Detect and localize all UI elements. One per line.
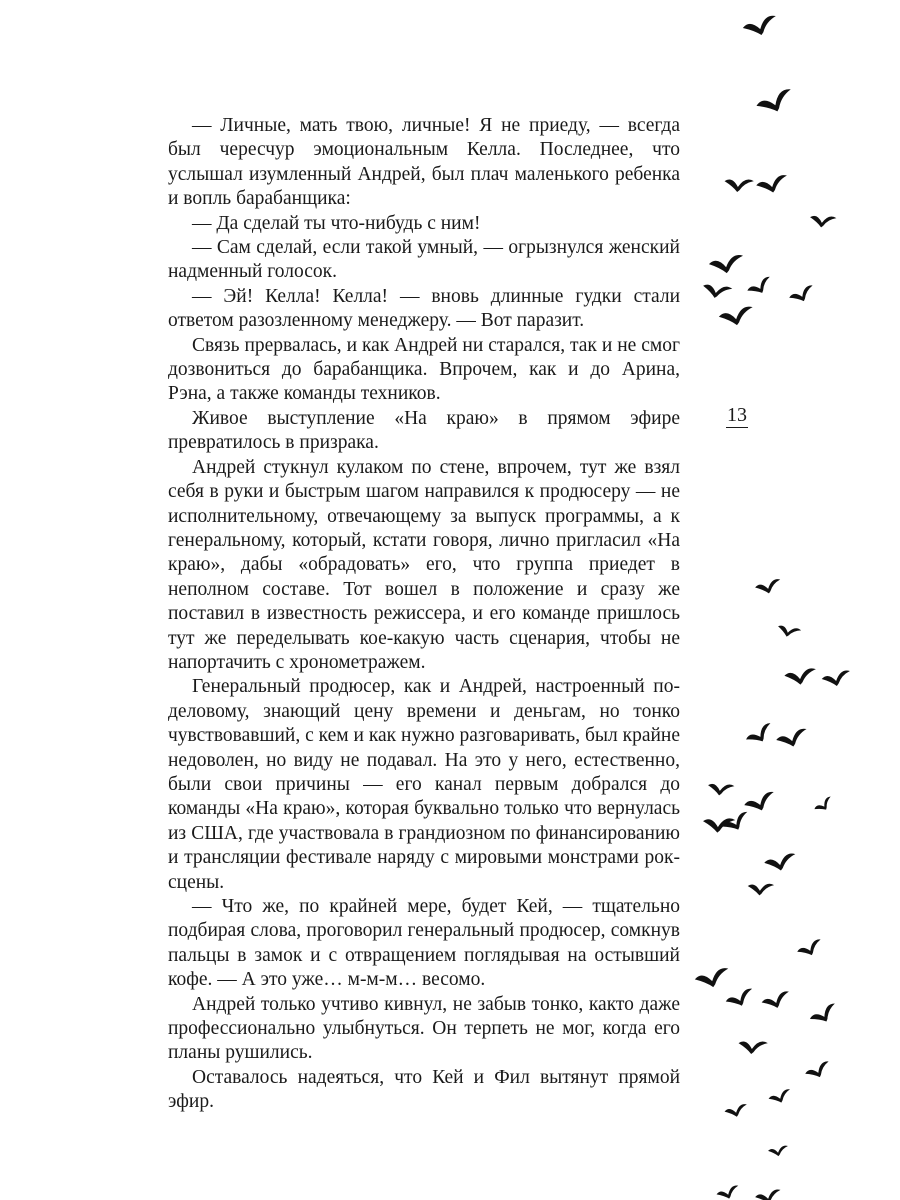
body-text	[168, 114, 680, 1115]
page-number: 13	[727, 404, 747, 426]
bird-icon	[701, 281, 733, 302]
bird-icon	[767, 1089, 792, 1106]
bird-icon	[821, 670, 852, 688]
bird-icon	[755, 1189, 783, 1200]
bird-icon	[720, 811, 752, 835]
bird-icon	[796, 939, 825, 960]
paragraph-9: — Что же, по крайней мере, будет Кей, — тщательно подбирая слова, проговорил генеральный продюсер, сомкнув пальцы в замок и с отвращением поглядывая на остывший кофе. — А это уже… м-м-м… весомо.	[168, 896, 680, 991]
bird-icon	[747, 882, 774, 897]
bird-icon	[768, 1145, 789, 1157]
bird-icon	[724, 1104, 749, 1119]
bird-icon	[723, 176, 754, 194]
bird-icon	[804, 1061, 833, 1082]
bird-icon	[775, 728, 809, 750]
bird-icon	[760, 991, 792, 1012]
bird-icon	[694, 967, 731, 990]
bird-icon	[716, 1185, 741, 1200]
paragraph-8: Генеральный продюсер, как и Андрей, настроенный по-деловому, знающий цену времени и деньгам, но тонко чувствовавший, с кем и как нужно разговаривать, был крайне недоволен, но виду не подавал. На это у него, естественно, были свои причины — его канал первым добрался до команды «На краю», которая буквально только что вернулась из США, где участвовала в грандиозном по финансированию и трансляции фестивале наряду с мировыми монстрами рок-сцены.	[168, 676, 680, 893]
bird-icon	[744, 722, 776, 747]
bird-icon	[776, 622, 802, 640]
paragraph-3: — Сам сделай, если такой умный, — огрызнулся женский надменный голосок.	[168, 237, 680, 283]
bird-icon	[754, 88, 795, 117]
bird-icon	[746, 276, 775, 298]
paragraph-5: Связь прервалась, и как Андрей ни старался, так и не смог дозвониться до барабанщика. Впрочем, как и до Арина, Рэна, а также команды техников.	[168, 334, 680, 405]
paragraph-6: Живое выступление «На краю» в прямом эфире превратилось в призрака.	[168, 407, 680, 454]
bird-icon	[742, 15, 780, 39]
bird-icon	[813, 796, 835, 815]
bird-icon	[718, 306, 755, 327]
bird-icon	[702, 816, 735, 835]
bird-icon	[764, 853, 798, 873]
bird-icon	[784, 668, 817, 686]
bird-icon	[708, 255, 744, 275]
bird-icon	[788, 285, 817, 306]
paragraph-10: Андрей только учтиво кивнул, не забыв тонко, както даже профессионально улыбнуться. Он терпеть не мог, когда его планы рушились.	[168, 993, 680, 1064]
bird-icon	[707, 781, 735, 798]
paragraph-1: — Личные, мать твою, личные! Я не приеду, — всегда был чересчур эмоциональным Келла. Последнее, что услышал изумленный Андрей, был плач маленького ребенка и вопль барабанщика:	[168, 115, 680, 210]
paragraph-11: Оставалось надеяться, что Кей и Фил вытянут прямой эфир.	[168, 1066, 680, 1113]
bird-icon	[808, 1003, 840, 1028]
bird-icon	[743, 791, 778, 815]
paragraph-4: — Эй! Келла! Келла! — вновь длинные гудки стали ответом разозленному менеджеру. — Вот паразит.	[168, 285, 680, 332]
paragraph-7: Андрей стукнул кулаком по стене, впрочем, тут же взял себя в руки и быстрым шагом направился к продюсеру — не исполнительному, отвечающему за выпуск программы, а к генеральному, который, кстати говоря, лично пригласил «На краю», дабы «обрадовать» его, что группа приедет в неполном составе. Тот вошел в положение и сразу же поставил в известность режиссера, и его команде пришлось тут же переделывать кое-какую часть сценария, чтобы не напортачить с хронометражем.	[168, 456, 680, 673]
bird-icon	[724, 988, 756, 1010]
paragraph-2: — Да сделай ты что-нибудь с ним!	[192, 212, 481, 234]
bird-icon	[737, 1038, 768, 1056]
bird-icon	[755, 174, 789, 195]
bird-icon	[754, 579, 782, 596]
bird-icon	[809, 213, 837, 230]
